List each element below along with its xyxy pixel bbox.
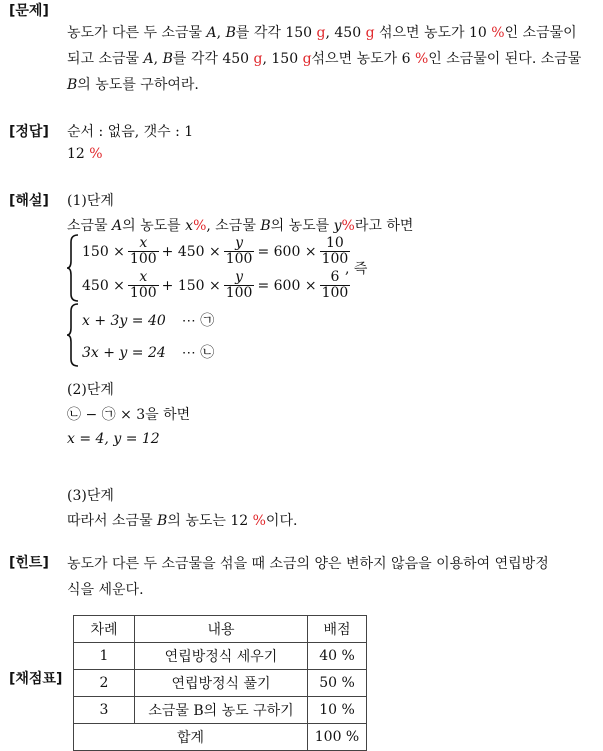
equation-2	[82, 270, 353, 301]
text: 3x + y = 24	[82, 345, 166, 361]
unit-gram: g	[253, 51, 263, 67]
text: , 소금물	[206, 218, 261, 234]
equation-3	[82, 310, 214, 330]
equation-4	[82, 342, 214, 362]
table-total-row	[74, 724, 367, 751]
unit-percent: %	[89, 146, 103, 162]
cell-no: 2	[74, 670, 135, 697]
var-x: x	[185, 218, 194, 234]
table-header-row	[74, 616, 367, 643]
operation-line	[67, 404, 190, 424]
denominator: 100	[225, 251, 253, 267]
text: 인 소금물이	[504, 25, 577, 41]
text: , 450	[325, 25, 366, 41]
cell-no: 1	[74, 643, 135, 670]
solution-label: [해설]	[9, 193, 49, 209]
solution-intro	[67, 215, 413, 235]
fraction	[128, 236, 159, 267]
numerator: y	[235, 235, 244, 251]
text: 이다.	[265, 513, 298, 529]
cell-score: 40 %	[308, 643, 367, 670]
numerator: 6	[330, 269, 340, 285]
var-a: A	[143, 51, 154, 67]
problem-label: [문제]	[9, 3, 49, 19]
numerator: y	[235, 269, 244, 285]
header-cell: 차례	[74, 616, 135, 643]
unit-percent: %	[193, 218, 207, 234]
text: 소금물	[67, 218, 113, 234]
text: 를 각각 150	[235, 25, 317, 41]
rubric-label: [채점표]	[9, 671, 63, 687]
text: 인 소금물이 된다. 소금물	[428, 51, 582, 67]
text: ,	[216, 25, 226, 41]
problem-line-3	[67, 74, 199, 94]
answer-value	[67, 146, 103, 162]
header-cell: 배점	[308, 616, 367, 643]
text: 의 농도를	[122, 218, 186, 234]
step-1-title: (1)단계	[67, 193, 114, 209]
problem-line-2	[67, 48, 581, 68]
text: 150 ×	[82, 243, 125, 260]
var-a: A	[112, 218, 123, 234]
text: ⋯ ㉠	[181, 313, 215, 329]
answer-meta: 순서 : 없음, 갯수 : 1	[67, 124, 194, 140]
text: 을 하면	[145, 407, 191, 423]
denominator: 100	[321, 285, 349, 301]
text: 따라서 소금물	[67, 513, 158, 529]
hint-line-2: 식을 세운다.	[67, 582, 144, 598]
cell-score: 50 %	[308, 670, 367, 697]
text: 섞으면 농도가 10	[374, 25, 492, 41]
unit-gram: g	[316, 25, 326, 41]
table-row	[74, 643, 367, 670]
text: 12	[67, 146, 90, 162]
text: 의 농도는 12	[167, 513, 253, 529]
var-y: y	[333, 218, 342, 234]
text: ㉡ − ㉠ × 3	[67, 407, 146, 423]
var-a: A	[206, 25, 217, 41]
var-b: B	[225, 25, 236, 41]
brace-icon	[66, 303, 80, 367]
denominator: 100	[321, 251, 349, 267]
header-cell: 내용	[135, 616, 308, 643]
final-line	[67, 510, 297, 530]
result-line: x = 4, y = 12	[67, 431, 160, 447]
numerator: 10	[326, 235, 344, 251]
equation-1	[82, 236, 353, 267]
fraction	[224, 270, 255, 301]
text: 의 농도를 구하여라.	[77, 77, 199, 93]
text: = 600 ×	[257, 243, 317, 260]
var-b: B	[162, 51, 173, 67]
step-2-title: (2)단계	[67, 382, 114, 398]
unit-percent: %	[491, 25, 505, 41]
text: + 150 ×	[161, 277, 221, 294]
denominator: 100	[225, 285, 253, 301]
fraction	[224, 236, 255, 267]
unit-gram: g	[365, 25, 375, 41]
denominator: 100	[129, 251, 157, 267]
text: x + 3y = 40	[82, 313, 166, 329]
cell-no: 3	[74, 697, 135, 724]
step-3-title: (3)단계	[67, 488, 114, 504]
cell-content: 연립방정식 풀기	[135, 670, 308, 697]
then-text: , 즉	[345, 261, 368, 277]
cell-content: 소금물 B의 농도 구하기	[135, 697, 308, 724]
table-row	[74, 670, 367, 697]
hint-line-1: 농도가 다른 두 소금물을 섞을 때 소금의 양은 변하지 않음을 이용하여 연립방정	[67, 556, 549, 572]
text: 의 농도를	[270, 218, 334, 234]
text: ⋯ ㉡	[181, 345, 215, 361]
cell-content: 연립방정식 세우기	[135, 643, 308, 670]
text: 를 각각 450	[172, 51, 254, 67]
unit-gram: g	[302, 51, 312, 67]
answer-label: [정답]	[9, 124, 49, 140]
text: 섞으면 농도가 6	[311, 51, 415, 67]
hint-label: [힌트]	[9, 555, 49, 571]
text: + 450 ×	[161, 243, 221, 260]
total-label: 합계	[74, 724, 308, 751]
text: ,	[153, 51, 163, 67]
unit-percent: %	[252, 513, 266, 529]
text: 라고 하면	[354, 218, 414, 234]
var-b: B	[67, 77, 78, 93]
rubric-table	[73, 615, 367, 751]
text: = 600 ×	[257, 277, 317, 294]
var-b: B	[260, 218, 271, 234]
denominator: 100	[129, 285, 157, 301]
total-score: 100 %	[308, 724, 367, 751]
brace-icon	[66, 234, 80, 302]
var-b: B	[157, 513, 168, 529]
numerator: x	[139, 269, 148, 285]
numerator: x	[139, 235, 148, 251]
unit-percent: %	[414, 51, 429, 67]
table-row	[74, 697, 367, 724]
cell-score: 10 %	[308, 697, 367, 724]
fraction	[128, 270, 159, 301]
problem-line-1	[67, 22, 577, 42]
unit-percent: %	[341, 218, 355, 234]
text: 되고 소금물	[67, 51, 144, 67]
text: 450 ×	[82, 277, 125, 294]
text: 농도가 다른 두 소금물	[67, 25, 207, 41]
text: , 150	[262, 51, 303, 67]
